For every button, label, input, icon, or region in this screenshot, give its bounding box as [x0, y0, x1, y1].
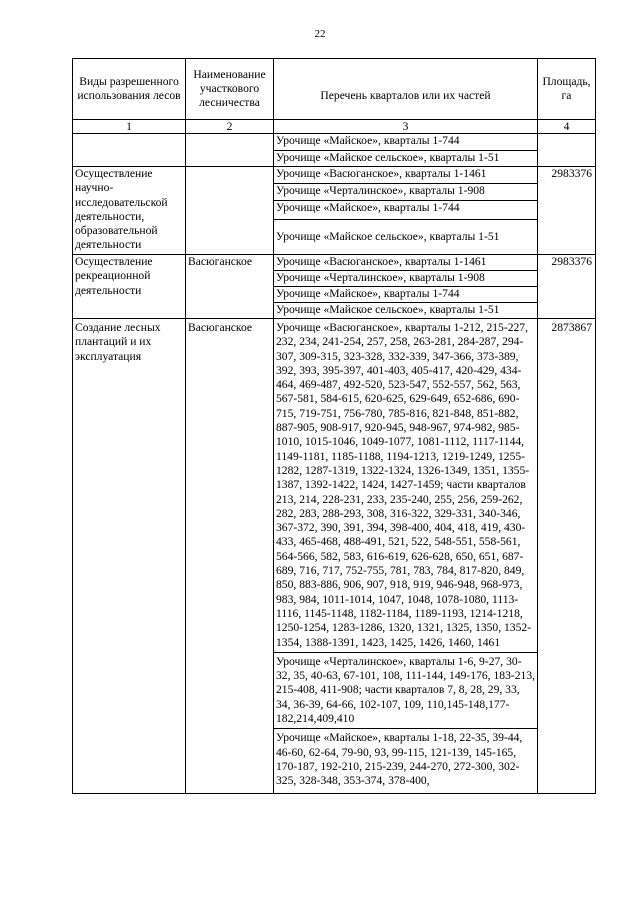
cell-quarters [274, 167, 538, 255]
cell-quarters [274, 134, 538, 167]
header-forestry: Наименование участкового лесничества [186, 59, 274, 120]
quarters-list [274, 255, 537, 318]
cell-use-type: Осуществление научно-исследовательской деятельности, образовательной деятельности [73, 167, 186, 255]
header-quarters [274, 59, 538, 120]
cell-area: 2983376 [538, 167, 596, 255]
list-item: Урочище «Черталинское», кварталы 1-908 [274, 271, 537, 287]
quarters-list [274, 134, 537, 166]
table-row-continuation [73, 134, 596, 167]
cell-area: 2983376 [538, 255, 596, 319]
cell-area [538, 134, 596, 167]
cell-forestry: Васюганское [186, 319, 274, 794]
cell-use-type: Создание лесных плантаций и их эксплуатация [73, 319, 186, 794]
list-item: Урочище «Майское сельское», кварталы 1-51 [276, 229, 500, 243]
list-item: Урочище «Майское сельское», кварталы 1-51 [276, 151, 500, 164]
list-item: Урочище «Черталинское», кварталы 1-908 [274, 184, 537, 201]
column-number: 3 [274, 120, 538, 134]
header-area: Площадь, га [538, 59, 596, 120]
forest-use-table [72, 58, 596, 794]
cell-forestry: Васюганское [186, 255, 274, 319]
quarters-list [274, 167, 537, 254]
cell-forestry [186, 167, 274, 255]
list-item: Урочище «Васюганское», кварталы 1-1461 [274, 167, 537, 184]
list-item: Урочище «Васюганское», кварталы 1-1461 [274, 255, 537, 271]
list-item: Урочище «Черталинское», кварталы 1-6, 9-27, 30-32, 35, 40-63, 67-101, 108, 111-144, 149-176, 183-213, 215-408, 411-908; части кварталов 7, 8, 28, 29, 33, 34, 36-39, 64-66, 102-107, 109, 110,145-148,177-182,214,409,410 [274, 652, 537, 728]
table-header-row [73, 59, 596, 120]
cell-quarters [274, 255, 538, 319]
list-item: Урочище «Майское», кварталы 1-18, 22-35, 39-44, 46-60, 62-64, 79-90, 93, 99-115, 121-139, 145-165, 170-187, 192-210, 215-239, 244-270, 272-300, 302-325, 328-348, 353-374, 378-400, [276, 731, 523, 788]
page-number: 22 [314, 28, 326, 40]
cell-use-type: Осуществление рекреационной деятельности [73, 255, 186, 319]
column-number: 1 [73, 120, 186, 134]
list-item: Урочище «Майское сельское», кварталы 1-51 [276, 303, 500, 316]
list-item: Урочище «Васюганское», кварталы 1-212, 215-227, 232, 234, 241-254, 257, 258, 263-281, 284-287, 294-307, 309-315, 323-328, 332-339, 347-366, 373-389, 392, 393, 395-397, 401-403, 405-417, 420-429, 434-464, 469-487, 492-520, 523-547, 552-557, 562, 563, 567-581, 584-615, 620-625, 629-649, 652-686, 690-715, 719-751, 756-780, 785-816, 821-848, 851-882, 887-905, 908-917, 920-945, 948-967, 974-982, 985-1010, 1015-1046, 1049-1077, 1081-1112, 1117-1144, 1149-1181, 1185-1188, 1194-1213, 1219-1249, 1255-1282, 1287-1319, 1322-1324, 1326-1349, 1351, 1355-1387, 1392-1422, 1424, 1427-1459; части кварталов 213, 214, 228-231, 233, 235-240, 255, 256, 259-262, 282, 283, 288-293, 308, 316-322, 329-331, 340-346, 367-372, 390, 391, 394, 398-400, 404, 418, 419, 430-433, 465-468, 488-491, 521, 522, 548-551, 558-561, 564-566, 582, 583, 616-619, 626-628, 650, 651, 687-689, 716, 717, 752-755, 781, 783, 784, 817-820, 849, 850, 883-886, 906, 907, 918, 919, 946-948, 968-973, 983, 984, 1011-1014, 1047, 1048, 1078-1080, 1113-1116, 1145-1148, 1182-1184, 1189-1193, 1214-1218, 1250-1254, 1283-1286, 1320, 1321, 1325, 1350, 1352-1354, 1388-1391, 1423, 1425, 1426, 1460, 1461 [274, 319, 537, 652]
cell-use-type [73, 134, 186, 167]
column-number: 4 [538, 120, 596, 134]
list-item: Урочище «Майское», кварталы 1-744 [274, 134, 537, 151]
column-numbers-row [73, 120, 596, 134]
column-number: 2 [186, 120, 274, 134]
table-row-plantations [73, 319, 596, 794]
header-quarters-text: Перечень кварталов или их частей [320, 88, 491, 102]
list-item: Урочище «Майское», кварталы 1-744 [274, 201, 537, 220]
cell-quarters [274, 319, 538, 794]
quarters-list [274, 319, 537, 793]
table-row-recreation [73, 255, 596, 319]
cell-forestry [186, 134, 274, 167]
table-row-science [73, 167, 596, 255]
header-use-type: Виды разрешенного использования лесов [73, 59, 186, 120]
list-item: Урочище «Майское», кварталы 1-744 [274, 287, 537, 303]
cell-area: 2873867 [538, 319, 596, 794]
